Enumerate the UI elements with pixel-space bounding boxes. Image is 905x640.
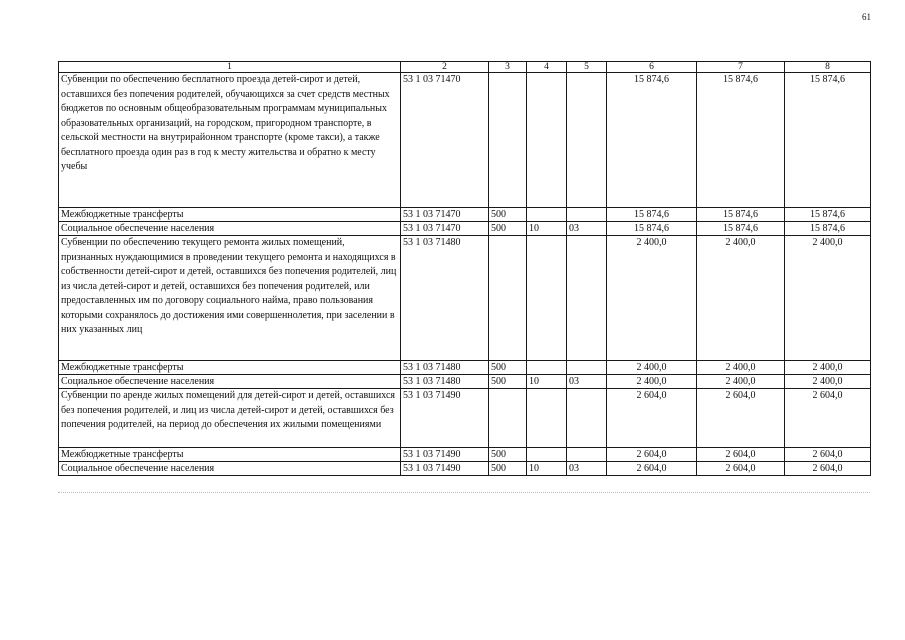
- column-header: 5: [567, 62, 607, 73]
- column-header: 7: [697, 62, 785, 73]
- row-col5: [567, 236, 607, 361]
- row-col6: 2 604,0: [607, 462, 697, 476]
- budget-table: [58, 61, 871, 476]
- row-col4: 10: [527, 375, 567, 389]
- row-col5: [567, 389, 607, 448]
- column-header: 4: [527, 62, 567, 73]
- row-col4: 10: [527, 222, 567, 236]
- header-row: [59, 62, 871, 73]
- table-row: [59, 389, 871, 448]
- table-row: [59, 208, 871, 222]
- row-name: Субвенции по аренде жилых помещений для детей-сирот и детей, оставшихся без попечения родителей, и лиц из числа детей-сирот и детей, оставшихся без попечения родителей, на период до обеспечения их жилыми помещениями: [59, 389, 401, 448]
- column-header: 3: [489, 62, 527, 73]
- row-col7: 2 400,0: [697, 361, 785, 375]
- row-col8: 15 874,6: [785, 73, 871, 208]
- row-col5: 03: [567, 375, 607, 389]
- row-code: 53 1 03 71490: [401, 448, 489, 462]
- row-name: Социальное обеспечение населения: [59, 222, 401, 236]
- row-col7: 2 604,0: [697, 448, 785, 462]
- row-col4: [527, 236, 567, 361]
- table-row: [59, 375, 871, 389]
- row-col3: 500: [489, 208, 527, 222]
- row-col3: [489, 236, 527, 361]
- row-name: Социальное обеспечение населения: [59, 462, 401, 476]
- row-col7: 2 400,0: [697, 236, 785, 361]
- table-row: [59, 73, 871, 208]
- row-code: 53 1 03 71490: [401, 389, 489, 448]
- row-col5: [567, 73, 607, 208]
- row-col5: 03: [567, 222, 607, 236]
- row-col3: 500: [489, 462, 527, 476]
- row-col8: 15 874,6: [785, 208, 871, 222]
- row-col3: 500: [489, 222, 527, 236]
- row-col6: 2 604,0: [607, 389, 697, 448]
- row-col7: 2 604,0: [697, 389, 785, 448]
- row-col7: 2 400,0: [697, 375, 785, 389]
- table-row: [59, 361, 871, 375]
- table-row: [59, 222, 871, 236]
- page-number: 61: [862, 12, 871, 22]
- row-col6: 15 874,6: [607, 73, 697, 208]
- row-code: 53 1 03 71470: [401, 73, 489, 208]
- row-col8: 15 874,6: [785, 222, 871, 236]
- row-col6: 2 400,0: [607, 375, 697, 389]
- row-col3: 500: [489, 448, 527, 462]
- row-col4: [527, 389, 567, 448]
- row-name: Межбюджетные трансферты: [59, 361, 401, 375]
- row-col7: 2 604,0: [697, 462, 785, 476]
- row-col7: 15 874,6: [697, 208, 785, 222]
- row-col7: 15 874,6: [697, 222, 785, 236]
- row-col8: 2 604,0: [785, 462, 871, 476]
- row-col6: 15 874,6: [607, 208, 697, 222]
- row-col6: 2 400,0: [607, 361, 697, 375]
- row-col3: [489, 73, 527, 208]
- row-code: 53 1 03 71480: [401, 236, 489, 361]
- row-code: 53 1 03 71470: [401, 208, 489, 222]
- row-col4: [527, 208, 567, 222]
- row-name: Социальное обеспечение населения: [59, 375, 401, 389]
- row-col4: [527, 448, 567, 462]
- row-name: Субвенции по обеспечению текущего ремонта жилых помещений, признанных нуждающимися в проведении текущего ремонта и находящихся в собственности детей-сирот и детей, оставшихся без попечения родителей, лиц из числа детей-сирот и детей, оставшихся без попечения родителей, или предоставленных им по договору социального найма, право пользования которыми сохранялось до достижения ими совершеннолетия, при заселении в них указанных лиц: [59, 236, 401, 361]
- row-col4: [527, 73, 567, 208]
- row-code: 53 1 03 71480: [401, 361, 489, 375]
- row-code: 53 1 03 71470: [401, 222, 489, 236]
- scan-artifact-line: [58, 492, 870, 493]
- row-col8: 2 604,0: [785, 389, 871, 448]
- row-code: 53 1 03 71490: [401, 462, 489, 476]
- row-name: Субвенции по обеспечению бесплатного проезда детей-сирот и детей, оставшихся без попечения родителей, обучающихся за счет средств местных бюджетов по основным общеобразовательным программам муниципальных образовательных организаций, на городском, пригородном транспорте, в сельской местности на внутрирайонном транспорте (кроме такси), а также бесплатного проезда один раз в год к месту жительства и обратно к месту учебы: [59, 73, 401, 208]
- row-col6: 2 604,0: [607, 448, 697, 462]
- column-header: 8: [785, 62, 871, 73]
- row-name: Межбюджетные трансферты: [59, 208, 401, 222]
- table-row: [59, 236, 871, 361]
- row-col6: 2 400,0: [607, 236, 697, 361]
- row-col3: 500: [489, 375, 527, 389]
- row-col8: 2 400,0: [785, 375, 871, 389]
- row-col8: 2 604,0: [785, 448, 871, 462]
- row-col5: [567, 361, 607, 375]
- row-col4: [527, 361, 567, 375]
- table-row: [59, 448, 871, 462]
- row-col5: [567, 448, 607, 462]
- row-col8: 2 400,0: [785, 361, 871, 375]
- row-col7: 15 874,6: [697, 73, 785, 208]
- row-col3: [489, 389, 527, 448]
- column-header: 1: [59, 62, 401, 73]
- row-col6: 15 874,6: [607, 222, 697, 236]
- table-row: [59, 462, 871, 476]
- row-col4: 10: [527, 462, 567, 476]
- column-header: 2: [401, 62, 489, 73]
- row-col8: 2 400,0: [785, 236, 871, 361]
- row-col5: [567, 208, 607, 222]
- row-col5: 03: [567, 462, 607, 476]
- column-header: 6: [607, 62, 697, 73]
- row-col3: 500: [489, 361, 527, 375]
- row-name: Межбюджетные трансферты: [59, 448, 401, 462]
- row-code: 53 1 03 71480: [401, 375, 489, 389]
